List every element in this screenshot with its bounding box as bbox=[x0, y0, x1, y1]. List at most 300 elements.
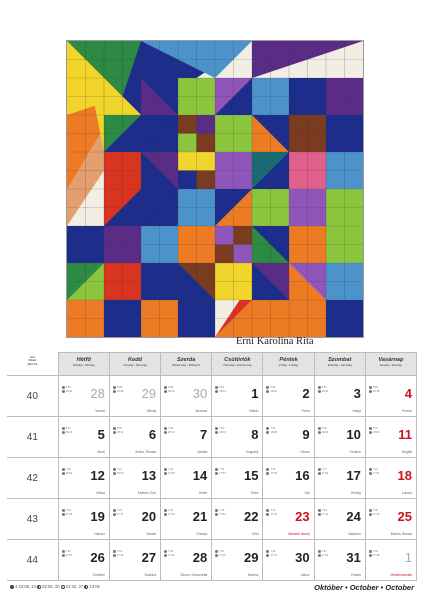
sunrise-icon bbox=[318, 468, 321, 471]
sunset-icon bbox=[266, 431, 269, 434]
sunrise-icon bbox=[215, 468, 218, 471]
sunrise-time: 6:54 bbox=[321, 386, 327, 390]
sunset-time: 18:30 bbox=[65, 390, 73, 394]
sunset-time: 18:08 bbox=[270, 431, 277, 435]
sunrise-time: 6:49 bbox=[168, 386, 174, 390]
day-subname: Tuesday • Dienstag bbox=[123, 364, 147, 367]
half-moon-icon bbox=[84, 585, 88, 589]
calendar-week-row bbox=[7, 540, 417, 581]
sun-times bbox=[215, 468, 226, 476]
sunset-time: 18:18 bbox=[372, 390, 380, 394]
sunset-icon bbox=[266, 513, 269, 516]
sunset-time: 18:14 bbox=[116, 431, 124, 435]
day-cell bbox=[58, 376, 109, 417]
calendar-header-row bbox=[7, 353, 417, 376]
sunrise-time: 7:24 bbox=[168, 509, 174, 513]
art-block bbox=[234, 245, 253, 264]
day-number: 26 bbox=[90, 550, 105, 565]
art-block bbox=[197, 152, 216, 171]
sunrise-icon bbox=[318, 427, 321, 430]
sun-times bbox=[164, 427, 175, 435]
name-day: Nándor bbox=[94, 532, 105, 536]
day-number: 30 bbox=[295, 550, 310, 565]
sunset-time: 17:34 bbox=[168, 554, 175, 558]
day-cell bbox=[109, 417, 160, 458]
sunset-time: 17:53 bbox=[321, 472, 329, 476]
sun-times bbox=[266, 468, 277, 476]
sunrise-icon bbox=[318, 550, 321, 553]
sun-times bbox=[318, 468, 329, 476]
day-number: 31 bbox=[346, 550, 361, 565]
name-day: Dömötör bbox=[92, 573, 105, 577]
sun-times bbox=[164, 550, 175, 558]
day-name: Csütörtök bbox=[224, 357, 251, 363]
week-number: 40 bbox=[7, 376, 58, 417]
sunrise-time: 7:25 bbox=[219, 509, 225, 513]
day-number: 29 bbox=[141, 386, 157, 401]
name-day: Lukács bbox=[401, 491, 412, 495]
day-number: 16 bbox=[295, 468, 310, 483]
sun-times bbox=[266, 427, 277, 435]
day-cell bbox=[263, 458, 314, 499]
sunset-time: 18:26 bbox=[168, 390, 175, 394]
day-header-thursday bbox=[212, 353, 263, 376]
sunset-time: 18:10 bbox=[219, 431, 226, 435]
sunset-icon bbox=[62, 431, 65, 434]
sunrise-time: 7:04 bbox=[270, 427, 276, 431]
sunset-icon bbox=[164, 472, 167, 475]
sun-times bbox=[164, 509, 175, 517]
sunrise-icon bbox=[164, 427, 167, 430]
sunset-time: 17:37 bbox=[65, 554, 73, 558]
sunset-icon bbox=[62, 513, 65, 516]
week-header-label: Hét Week Woche bbox=[27, 354, 38, 366]
calendar-week-row bbox=[7, 417, 417, 458]
day-number: 13 bbox=[141, 468, 157, 483]
day-subname: Thursday • Donnerstag bbox=[223, 364, 252, 367]
day-number: 21 bbox=[192, 509, 208, 524]
day-cell bbox=[314, 417, 365, 458]
sunset-icon bbox=[62, 472, 65, 475]
day-subname: Sunday • Sonntag bbox=[379, 364, 402, 367]
sunset-icon bbox=[113, 431, 116, 434]
sunrise-time: 7:15 bbox=[270, 468, 276, 472]
day-cell bbox=[58, 540, 109, 581]
name-day: Szabina bbox=[144, 573, 157, 577]
day-name: Hétfő bbox=[76, 357, 91, 363]
sunset-icon bbox=[113, 554, 116, 557]
sunset-icon bbox=[266, 554, 269, 557]
sunrise-time: 7:12 bbox=[168, 468, 174, 472]
sunset-time: 17:49 bbox=[65, 513, 73, 517]
sun-times bbox=[318, 550, 329, 558]
day-number: 12 bbox=[90, 468, 105, 483]
sunset-icon bbox=[164, 431, 167, 434]
day-number: 7 bbox=[200, 427, 208, 442]
sunset-time: 17:36 bbox=[116, 554, 124, 558]
day-number: 23 bbox=[295, 509, 310, 524]
sunset-time: 18:20 bbox=[321, 390, 329, 394]
day-cell bbox=[161, 417, 212, 458]
sun-times bbox=[369, 386, 380, 394]
sunset-icon bbox=[318, 554, 321, 557]
sun-times bbox=[113, 386, 124, 394]
sunrise-time: 7:07 bbox=[372, 427, 378, 431]
sunset-icon bbox=[215, 554, 218, 557]
day-number: 11 bbox=[398, 427, 412, 442]
day-cell bbox=[263, 499, 314, 540]
day-number: 5 bbox=[97, 427, 105, 442]
sunrise-icon bbox=[215, 550, 218, 553]
sunrise-time: 6:56 bbox=[372, 386, 378, 390]
sunset-icon bbox=[164, 390, 167, 393]
day-header-monday bbox=[58, 353, 109, 376]
sunrise-time: 7:37 bbox=[219, 550, 225, 554]
sunrise-icon bbox=[215, 386, 218, 389]
name-day: Hedvig bbox=[350, 491, 361, 495]
name-day: Előd bbox=[252, 532, 259, 536]
day-cell bbox=[314, 540, 365, 581]
day-cell bbox=[58, 417, 109, 458]
name-day: Nárcisz bbox=[247, 573, 259, 577]
day-cell bbox=[109, 499, 160, 540]
sunrise-icon bbox=[164, 386, 167, 389]
day-cell bbox=[314, 376, 365, 417]
sun-times bbox=[266, 550, 277, 558]
sunrise-icon bbox=[318, 509, 321, 512]
sunset-time: 17:47 bbox=[116, 513, 124, 517]
sunrise-time: 7:09 bbox=[65, 468, 71, 472]
sunrise-icon bbox=[369, 427, 372, 430]
day-cell bbox=[365, 499, 416, 540]
sunset-time: 17:44 bbox=[219, 513, 226, 517]
sunrise-time: 6:46 bbox=[65, 386, 71, 390]
sunrise-time: 7:36 bbox=[168, 550, 174, 554]
day-cell bbox=[365, 458, 416, 499]
sunset-time: 18:02 bbox=[65, 472, 73, 476]
sunrise-icon bbox=[369, 550, 372, 553]
name-day: Alfonz bbox=[300, 573, 310, 577]
sunset-time: 17:55 bbox=[270, 472, 277, 476]
day-name: Szombat bbox=[328, 357, 352, 363]
sunset-time: 17:28 bbox=[372, 554, 380, 558]
sun-times bbox=[164, 386, 175, 394]
day-number: 18 bbox=[397, 468, 412, 483]
sunrise-icon bbox=[113, 386, 116, 389]
day-cell bbox=[109, 458, 160, 499]
day-cell bbox=[212, 458, 263, 499]
calendar-week-row bbox=[7, 376, 417, 417]
full-moon-icon bbox=[10, 585, 14, 589]
day-header-friday bbox=[263, 353, 314, 376]
sunset-icon bbox=[266, 390, 269, 393]
sun-times bbox=[113, 427, 124, 435]
sunrise-time: 7:00 bbox=[168, 427, 174, 431]
sun-times bbox=[62, 509, 73, 517]
day-number: 15 bbox=[243, 468, 259, 483]
art-block bbox=[197, 115, 216, 134]
sunrise-icon bbox=[62, 509, 65, 512]
sunrise-icon bbox=[266, 386, 269, 389]
sun-times bbox=[215, 509, 226, 517]
name-day: Gedeon bbox=[349, 450, 361, 454]
day-cell bbox=[263, 417, 314, 458]
sunset-icon bbox=[369, 390, 372, 393]
art-block bbox=[197, 171, 216, 190]
sunrise-time: 7:19 bbox=[372, 468, 378, 472]
day-name: Vasárnap bbox=[378, 357, 404, 363]
sunset-time: 17:29 bbox=[321, 554, 329, 558]
sunset-time: 18:06 bbox=[321, 431, 329, 435]
day-number: 6 bbox=[148, 427, 157, 442]
day-cell bbox=[212, 499, 263, 540]
name-day: Miksa bbox=[96, 491, 105, 495]
sunset-icon bbox=[113, 513, 116, 516]
sunrise-icon bbox=[164, 468, 167, 471]
sunset-time: 17:39 bbox=[372, 513, 380, 517]
sunset-icon bbox=[318, 390, 321, 393]
sunset-icon bbox=[369, 513, 372, 516]
sunset-icon bbox=[318, 431, 321, 434]
name-day: Malvin bbox=[249, 409, 259, 413]
calendar-table bbox=[7, 352, 417, 581]
sunrise-time: 6:51 bbox=[219, 386, 225, 390]
name-day: Gál bbox=[304, 491, 310, 495]
name-day: Simon, Szimonetta bbox=[180, 573, 208, 577]
day-number: 27 bbox=[141, 550, 157, 565]
day-number: 30 bbox=[192, 386, 208, 401]
sunrise-time: 7:32 bbox=[65, 550, 71, 554]
sunrise-time: 7:41 bbox=[321, 550, 327, 554]
calendar-week-row bbox=[7, 458, 417, 499]
name-day: Blanka, Bianka bbox=[390, 532, 412, 536]
day-header-saturday bbox=[314, 353, 365, 376]
art-block bbox=[215, 226, 234, 245]
sunrise-time: 7:22 bbox=[116, 509, 122, 513]
day-cell bbox=[161, 540, 212, 581]
day-cell bbox=[365, 417, 416, 458]
sunset-time: 17:58 bbox=[168, 472, 175, 476]
sunrise-time: 7:14 bbox=[219, 468, 225, 472]
day-cell bbox=[109, 376, 160, 417]
sunset-time: 17:51 bbox=[372, 472, 380, 476]
sun-times bbox=[113, 550, 124, 558]
sunset-icon bbox=[318, 513, 321, 516]
sunset-time: 18:28 bbox=[116, 390, 124, 394]
name-day: Amália bbox=[197, 450, 208, 454]
name-day: Vendel bbox=[146, 532, 157, 536]
name-day: Petra bbox=[302, 409, 310, 413]
day-cell bbox=[161, 376, 212, 417]
day-cell bbox=[212, 417, 263, 458]
day-number: 28 bbox=[192, 550, 208, 565]
day-name: Szerda bbox=[176, 357, 196, 363]
sunrise-icon bbox=[62, 386, 65, 389]
name-day: Helga bbox=[352, 409, 361, 413]
art-block bbox=[178, 134, 197, 153]
sunset-time: 17:41 bbox=[321, 513, 329, 517]
day-cell bbox=[212, 376, 263, 417]
children-drawing bbox=[66, 40, 364, 338]
new-moon-icon bbox=[61, 585, 65, 589]
sunset-icon bbox=[164, 513, 167, 516]
name-day: Mindenszentek bbox=[390, 573, 412, 577]
sunrise-icon bbox=[266, 550, 269, 553]
name-day: Vencel bbox=[95, 409, 105, 413]
day-cell bbox=[314, 499, 365, 540]
day-number: 4 bbox=[404, 386, 412, 401]
day-number: 1 bbox=[251, 386, 259, 401]
sun-times bbox=[113, 468, 124, 476]
day-name: Péntek bbox=[279, 357, 298, 363]
sunrise-icon bbox=[113, 427, 116, 430]
sunrise-time: 7:30 bbox=[372, 509, 378, 513]
week-number: 41 bbox=[7, 417, 58, 458]
sunrise-time: 7:10 bbox=[116, 468, 122, 472]
day-number: 1 bbox=[404, 550, 412, 565]
sunrise-icon bbox=[215, 427, 218, 430]
name-day: Jeromos bbox=[195, 409, 208, 413]
day-number: 2 bbox=[302, 386, 310, 401]
sun-times bbox=[215, 427, 226, 435]
sunset-time: 17:31 bbox=[270, 554, 277, 558]
day-cell bbox=[58, 458, 109, 499]
sunset-time: 17:46 bbox=[168, 513, 175, 517]
sun-times bbox=[164, 468, 175, 476]
sunset-time: 18:04 bbox=[372, 431, 380, 435]
sunrise-time: 7:17 bbox=[321, 468, 327, 472]
day-number: 25 bbox=[397, 509, 412, 524]
sunrise-time: 7:34 bbox=[116, 550, 122, 554]
sun-times bbox=[369, 550, 380, 558]
day-number: 14 bbox=[192, 468, 208, 483]
day-number: 22 bbox=[243, 509, 259, 524]
sunrise-time: 7:43 bbox=[372, 550, 378, 554]
sunrise-time: 6:48 bbox=[116, 386, 122, 390]
sunrise-time: 7:05 bbox=[321, 427, 327, 431]
day-number: 19 bbox=[90, 509, 105, 524]
name-day: Brúnó, Renáta bbox=[135, 450, 157, 454]
sunrise-icon bbox=[113, 468, 116, 471]
sunset-icon bbox=[369, 472, 372, 475]
week-number: 43 bbox=[7, 499, 58, 540]
sunset-icon bbox=[215, 472, 218, 475]
name-day: Nemzeti ünnep bbox=[288, 532, 310, 536]
name-day: Mihály bbox=[146, 409, 157, 413]
week-number: 44 bbox=[7, 540, 58, 581]
sunrise-icon bbox=[369, 386, 372, 389]
moon-phase-time: 13:05 bbox=[89, 584, 100, 589]
sunset-icon bbox=[113, 390, 116, 393]
sunrise-icon bbox=[62, 427, 65, 430]
sun-times bbox=[113, 509, 124, 517]
art-block bbox=[178, 152, 197, 171]
day-number: 9 bbox=[302, 427, 310, 442]
month-label: Október • October • October bbox=[314, 583, 414, 592]
art-block bbox=[178, 115, 197, 134]
day-number: 28 bbox=[90, 386, 105, 401]
sun-times bbox=[369, 427, 380, 435]
sunrise-icon bbox=[266, 427, 269, 430]
sunrise-time: 6:57 bbox=[65, 427, 71, 431]
art-block bbox=[197, 134, 216, 153]
sunrise-icon bbox=[62, 550, 65, 553]
moon-phase-time: 02:06, 20 bbox=[42, 584, 61, 589]
sunset-icon bbox=[113, 472, 116, 475]
name-day: Helén bbox=[198, 491, 208, 495]
day-header-tuesday bbox=[109, 353, 160, 376]
moon-phase-time: 4 23:08, 13 bbox=[15, 584, 38, 589]
name-day: Koppány bbox=[245, 450, 259, 454]
sunset-time: 17:57 bbox=[219, 472, 226, 476]
sun-times bbox=[62, 386, 73, 394]
sunrise-icon bbox=[62, 468, 65, 471]
sunset-time: 17:32 bbox=[219, 554, 226, 558]
name-day: Kálmán, Ede bbox=[137, 491, 157, 495]
sunset-icon bbox=[369, 431, 372, 434]
sunrise-icon bbox=[318, 386, 321, 389]
sunrise-time: 7:29 bbox=[321, 509, 327, 513]
sunset-time: 18:12 bbox=[168, 431, 175, 435]
sun-times bbox=[266, 509, 277, 517]
day-cell bbox=[314, 458, 365, 499]
sun-times bbox=[369, 468, 380, 476]
sunset-icon bbox=[62, 554, 65, 557]
sunrise-icon bbox=[215, 509, 218, 512]
day-cell bbox=[109, 540, 160, 581]
sunset-icon bbox=[215, 431, 218, 434]
sunrise-time: 7:02 bbox=[219, 427, 225, 431]
name-day: Ferenc bbox=[402, 409, 412, 413]
sunset-icon bbox=[164, 554, 167, 557]
sunset-time: 18:22 bbox=[270, 390, 277, 394]
sunrise-icon bbox=[369, 509, 372, 512]
sunset-time: 17:42 bbox=[270, 513, 277, 517]
sun-times bbox=[318, 427, 329, 435]
sunset-icon bbox=[215, 513, 218, 516]
sunrise-icon bbox=[113, 509, 116, 512]
day-cell bbox=[365, 540, 416, 581]
sunset-icon bbox=[318, 472, 321, 475]
sunrise-time: 7:39 bbox=[270, 550, 276, 554]
art-block bbox=[215, 245, 234, 264]
sunrise-icon bbox=[266, 509, 269, 512]
moon-phase-time: 22:32, 27 bbox=[65, 584, 85, 589]
day-number: 10 bbox=[346, 427, 361, 442]
name-day: Teréz bbox=[250, 491, 259, 495]
name-day: Brigitta bbox=[402, 450, 412, 454]
week-header bbox=[7, 353, 58, 376]
day-cell bbox=[161, 458, 212, 499]
art-block bbox=[234, 226, 253, 245]
sunset-time: 18:00 bbox=[116, 472, 124, 476]
day-cell bbox=[212, 540, 263, 581]
sunrise-time: 6:59 bbox=[116, 427, 122, 431]
day-number: 29 bbox=[243, 550, 259, 565]
day-cell bbox=[58, 499, 109, 540]
day-subname: Monday • Montag bbox=[73, 364, 95, 367]
artist-name: Erni Karolina Rita bbox=[236, 336, 314, 347]
day-number: 3 bbox=[353, 386, 361, 401]
day-number: 24 bbox=[346, 509, 361, 524]
name-day: Aurél bbox=[97, 450, 105, 454]
day-subname: Friday • Freitag bbox=[279, 364, 298, 367]
day-number: 20 bbox=[141, 509, 157, 524]
moon-phases bbox=[10, 584, 100, 589]
art-block bbox=[178, 171, 197, 190]
name-day: Salamon bbox=[348, 532, 361, 536]
day-cell bbox=[263, 376, 314, 417]
